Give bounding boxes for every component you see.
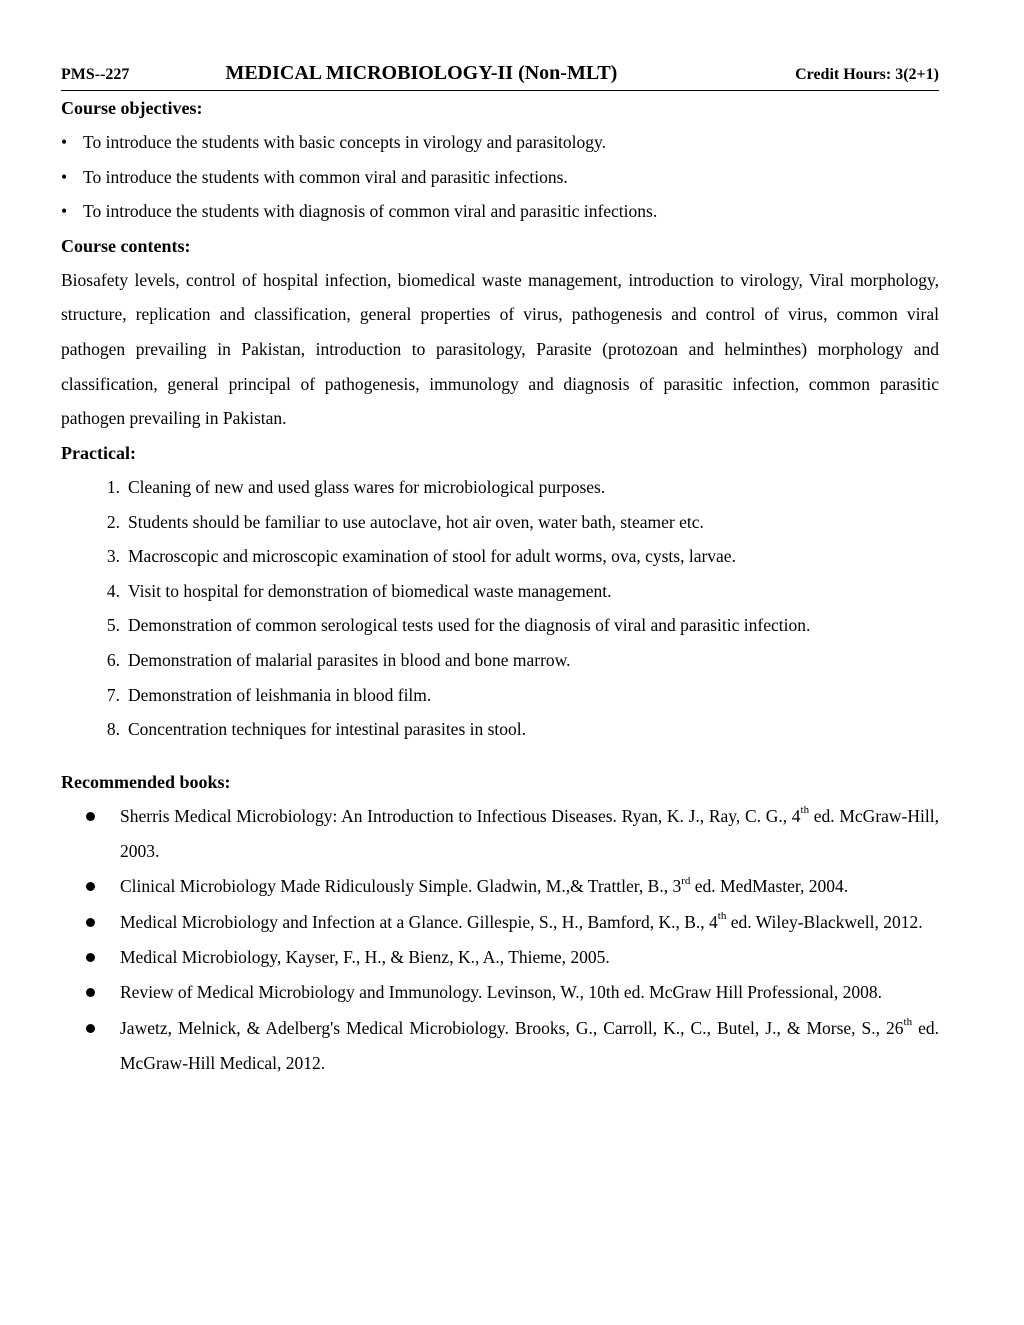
bullet-dot-icon xyxy=(86,1024,95,1033)
practical-number: 4. xyxy=(106,580,120,601)
book-text: Medical Microbiology and Infection at a Glance. Gillespie, S., H., Bamford, K., B., 4 xyxy=(120,911,718,932)
practical-text: Concentration techniques for intestinal parasites in stool. xyxy=(128,719,527,740)
course-title: MEDICAL MICROBIOLOGY-II (Non-MLT) xyxy=(225,62,618,84)
course-header xyxy=(61,56,939,91)
practical-list xyxy=(61,470,939,747)
practical-text: Demonstration of malarial parasites in blood and bone marrow. xyxy=(128,649,571,670)
books-heading: Recommended books: xyxy=(61,771,231,792)
book-item xyxy=(61,975,939,1010)
bullet-dot-icon xyxy=(86,988,95,997)
practical-number: 3. xyxy=(106,546,120,567)
bullet-dot-icon xyxy=(86,882,95,891)
practical-text: Demonstration of common serological tests used for the diagnosis of viral and parasitic infection. xyxy=(128,615,811,636)
practical-item xyxy=(61,643,939,678)
book-text: Clinical Microbiology Made Ridiculously Simple. Gladwin, M.,& Trattler, B., 3 xyxy=(120,876,682,897)
objectives-heading: Course objectives: xyxy=(61,98,203,118)
book-item xyxy=(61,799,939,870)
course-code: PMS--227 xyxy=(61,66,130,83)
practical-text: Macroscopic and microscopic examination of stool for adult worms, ova, cysts, larvae. xyxy=(128,546,736,567)
practical-number: 2. xyxy=(106,511,120,532)
book-text-tail: ed. McGraw-Hill Medical, 2012. xyxy=(120,1017,939,1073)
book-text: Jawetz, Melnick, & Adelberg's Medical Microbiology. Brooks, G., Carroll, K., C., Butel, J., & Morse, S., 26 xyxy=(120,1017,904,1038)
practical-number: 5. xyxy=(106,615,120,636)
practical-number: 8. xyxy=(106,719,120,740)
objective-item: • To introduce the students with basic concepts in virology and parasitology. xyxy=(61,125,939,160)
practical-heading: Practical: xyxy=(61,443,136,464)
book-item xyxy=(61,869,939,904)
book-text: Sherris Medical Microbiology: An Introduction to Infectious Diseases. Ryan, K. J., Ray, C. G., 4 xyxy=(120,805,801,826)
objective-item: • To introduce the students with diagnosis of common viral and parasitic infections. xyxy=(61,194,939,229)
practical-number: 6. xyxy=(106,649,120,670)
book-text: Medical Microbiology, Kayser, F., H., & Bienz, K., A., Thieme, 2005. xyxy=(120,946,610,967)
document-page xyxy=(61,56,939,1081)
objectives-list xyxy=(61,125,939,229)
contents-heading: Course contents: xyxy=(61,235,191,256)
practical-text: Cleaning of new and used glass wares for microbiological purposes. xyxy=(128,477,606,498)
book-text-tail: ed. Wiley-Blackwell, 2012. xyxy=(726,911,923,932)
practical-number: 7. xyxy=(106,684,120,705)
book-text: Review of Medical Microbiology and Immunology. Levinson, W., 10th ed. McGraw Hill Professional, 2008. xyxy=(120,982,882,1003)
practical-item xyxy=(61,574,939,609)
practical-item xyxy=(61,539,939,574)
bullet-dot-icon xyxy=(86,918,95,927)
book-ordinal-suffix: th xyxy=(800,803,810,816)
practical-item xyxy=(61,470,939,505)
bullet-dot-icon xyxy=(86,812,95,821)
practical-item xyxy=(61,712,939,747)
objective-item: • To introduce the students with common viral and parasitic infections. xyxy=(61,160,939,195)
credit-hours: Credit Hours: 3(2+1) xyxy=(795,66,939,83)
books-list xyxy=(61,799,939,1081)
practical-item xyxy=(61,505,939,540)
book-item xyxy=(61,1011,939,1082)
practical-item xyxy=(61,608,939,643)
book-ordinal-suffix: th xyxy=(717,909,727,922)
practical-item xyxy=(61,678,939,713)
practical-number: 1. xyxy=(106,477,120,498)
book-ordinal-suffix: rd xyxy=(681,874,691,887)
book-item xyxy=(61,940,939,975)
practical-text: Students should be familiar to use autoclave, hot air oven, water bath, steamer etc. xyxy=(128,511,704,532)
book-ordinal-suffix: th xyxy=(903,1015,913,1028)
book-text-tail: ed. MedMaster, 2004. xyxy=(690,876,849,897)
book-text-tail: ed. McGraw-Hill, 2003. xyxy=(120,805,939,862)
book-item xyxy=(61,905,939,940)
contents-paragraph: Biosafety levels, control of hospital infection, biomedical waste management, introduction to virology, Viral morphology, structure, replication and classification, general properties of virus, pathogenesis and control of virus, common viral pathogen prevailing in Pakistan, introduction to parasitology, Parasite (protozoan and helminthes) morphology and classification, general principal of pathogenesis, immunology and diagnosis of parasitic infection, common parasitic pathogen prevailing in Pakistan. xyxy=(61,269,939,429)
bullet-dot-icon xyxy=(86,953,95,962)
practical-text: Visit to hospital for demonstration of biomedical waste management. xyxy=(128,580,612,601)
practical-text: Demonstration of leishmania in blood film. xyxy=(128,684,432,705)
